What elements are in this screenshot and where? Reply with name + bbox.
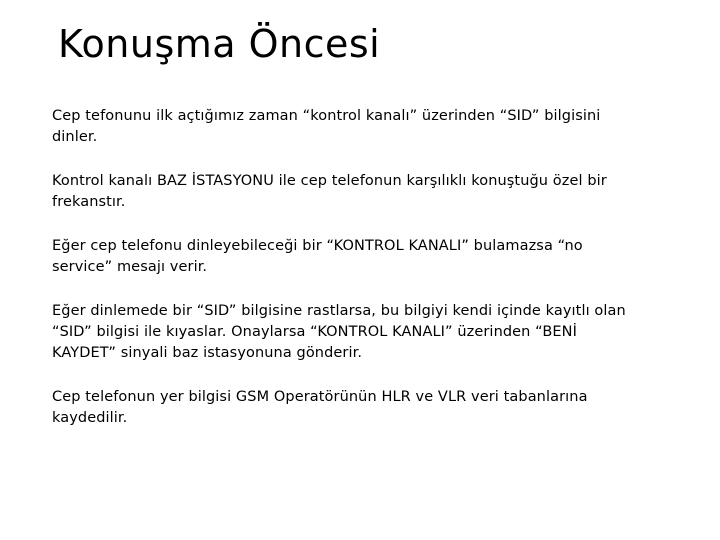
paragraph: Cep telefonun yer bilgisi GSM Operatörünün HLR ve VLR veri tabanlarına kaydedilir. (52, 389, 588, 426)
paragraph: Eğer dinlemede bir “SID” bilgisine rastlarsa, bu bilgiyi kendi içinde kayıtlı olan “SID” bilgisi ile kıyaslar. Onaylarsa “KONTROL KANALI” üzerinden “BENİ KAYDET” sinyali baz istasyonuna gönderir. (52, 303, 626, 361)
paragraph: Eğer cep telefonu dinleyebileceği bir “KONTROL KANALI” bulamazsa “no service” mesajı verir. (52, 238, 583, 275)
paragraph: Kontrol kanalı BAZ İSTASYONU ile cep telefonun karşılıklı konuştuğu özel bir frekanstır. (52, 173, 607, 210)
slide-body (52, 106, 632, 452)
slide-title: Konuşma Öncesi (58, 22, 381, 66)
paragraph: Cep tefonunu ilk açtığımız zaman “kontrol kanalı” üzerinden “SID” bilgisini dinler. (52, 108, 601, 145)
